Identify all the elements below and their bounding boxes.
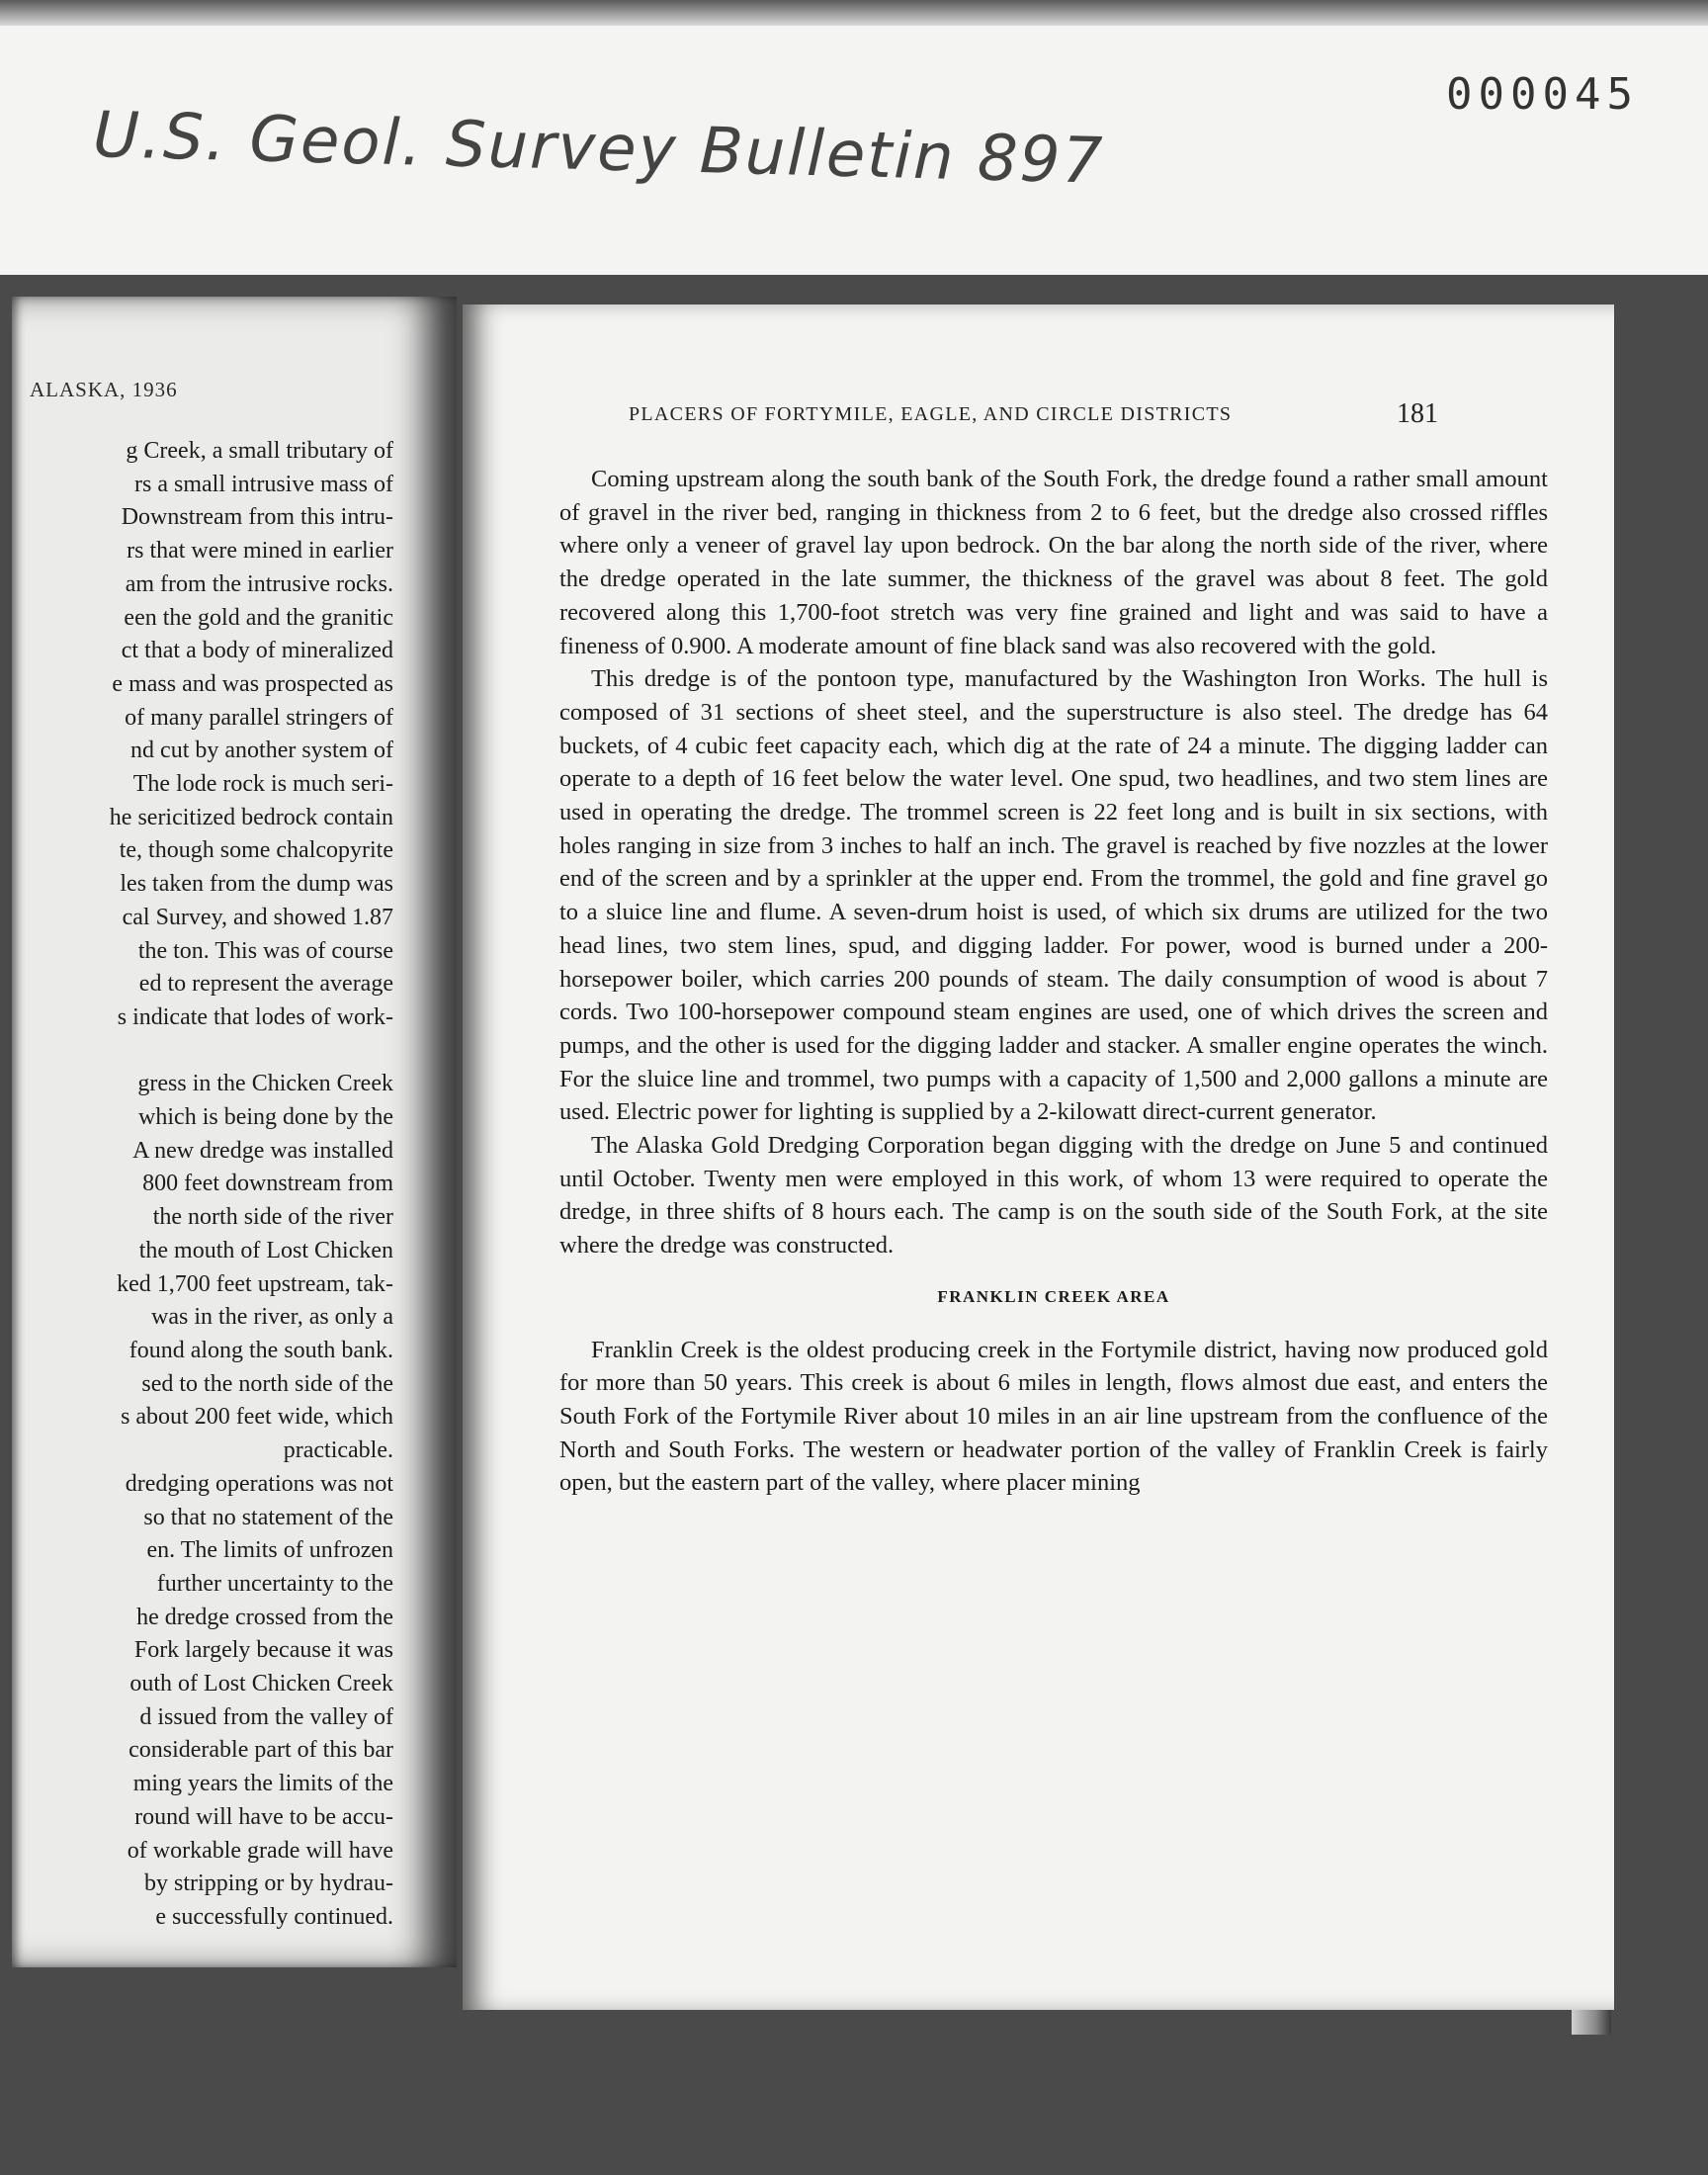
left-text-line: Downstream from this intru- — [121, 504, 393, 531]
left-text-column — [20, 435, 393, 1935]
left-text-line: Fork largely because it was — [133, 1637, 393, 1664]
left-text-line: e successfully continued. — [155, 1903, 393, 1930]
left-text-line: am from the intrusive rocks. — [125, 570, 393, 597]
left-page — [12, 297, 457, 1967]
left-text-line: of workable grade will have — [127, 1837, 393, 1864]
left-text-line: practicable. — [283, 1437, 393, 1464]
running-head: PLACERS OF FORTYMILE, EAGLE, AND CIRCLE DISTRICTS — [629, 403, 1233, 425]
scan-top-edge — [0, 0, 1708, 26]
paragraph-dredge-equipment: This dredge is of the pontoon type, manufactured by the Washington Iron Works. The hull is composed of 31 sections of sheet steel, and the superstructure is also steel. The dredge has 64 buckets, of 4 cubic feet capacity each, which dig at the rate of 24 a minute. The digging ladder can operate to a depth of 16 feet below the water level. One spud, two headlines, and two stem lines are used in operating the dredge. The trommel screen is 22 feet long and is built in six sections, with holes ranging in size from 3 inches to half an inch. The gravel is reached by five nozzles at the lower end of the screen and by a sprinkler at the upper end. From the trommel, the gold and fine gravel go to a sluice line and flume. A seven-drum hoist is used, of which six drums are utilized for the two head lines, two stem lines, spud, and digging ladder. For power, wood is burned under a 200-horsepower boiler, which carries 200 pounds of steam. The daily consumption of wood is about 7 cords. Two 100-horsepower compound steam engines are used, one of which drives the screen and pumps, and the other is used for the digging ladder and stacker. A smaller engine operates the winch. For the sluice line and trommel, two pumps with a capacity of 1,500 and 2,000 gallons a minute are used. Electric power for lighting is supplied by a 2-kilowatt direct-current generator. — [559, 665, 1548, 1126]
left-text-line: considerable part of this bar — [128, 1737, 393, 1764]
paragraph-franklin-creek: Franklin Creek is the oldest producing creek in the Fortymile district, having now produced gold for more than 50 years. This creek is about 6 miles in length, flows almost due east, and enters the South Fork of the Fortymile River about 10 miles in an air line upstream from the confluence of the North and South Forks. The western or headwater portion of the valley of Franklin Creek is fairly open, but the eastern part of the valley, where placer mining — [559, 1336, 1548, 1497]
left-text-line: A new dredge was installed — [132, 1137, 393, 1164]
left-text-line: so that no statement of the — [143, 1504, 393, 1530]
left-text-line: the ton. This was of course — [137, 937, 393, 964]
left-text-line: was in the river, as only a — [151, 1304, 393, 1331]
left-text-line: s indicate that lodes of work- — [117, 1003, 393, 1030]
left-text-line: nd cut by another system of — [130, 738, 393, 764]
left-text-line: he sericitized bedrock contain — [109, 804, 393, 830]
left-text-line: the north side of the river — [152, 1204, 393, 1231]
left-text-line: 800 feet downstream from — [142, 1171, 393, 1197]
left-text-line: g Creek, a small tributary of — [126, 438, 393, 464]
left-text-line: cal Survey, and showed 1.87 — [122, 904, 393, 930]
left-text-line: which is being done by the — [138, 1104, 393, 1131]
left-text-line: of many parallel stringers of — [125, 704, 393, 731]
left-text-line — [20, 1035, 393, 1069]
left-text-line: further uncertainty to the — [156, 1570, 393, 1597]
handwritten-title: U.S. Geol. Survey Bulletin 897 — [92, 99, 1106, 199]
left-text-line: s about 200 feet wide, which — [121, 1404, 393, 1431]
left-text-line: rs a small intrusive mass of — [134, 471, 393, 497]
paragraph-dredge-operations: The Alaska Gold Dredging Corporation began digging with the dredge on June 5 and continued until October. Twenty men were employed in this work, of whom 13 were required to operate the dredge, in three shifts of 8 hours each. The camp is on the south side of the South Fork, at the site where the dredge was constructed. — [559, 1132, 1548, 1260]
left-text-line: en. The limits of unfrozen — [146, 1537, 393, 1564]
left-text-line: e mass and was prospected as — [112, 670, 393, 697]
left-text-line: The lode rock is much seri- — [132, 771, 393, 798]
section-heading: FRANKLIN CREEK AREA — [937, 1286, 1170, 1306]
left-text-line: ked 1,700 feet upstream, tak- — [117, 1270, 393, 1297]
left-text-line: ed to represent the average — [138, 971, 393, 998]
left-text-line: outh of Lost Chicken Creek — [129, 1671, 393, 1697]
left-text-line: sed to the north side of the — [141, 1370, 393, 1397]
paragraph-dredge-route: Coming upstream along the south bank of the South Fork, the dredge found a rather small amount of gravel in the river bed, ranging in thickness from 2 to 6 feet, but the dredge also crossed riffles where only a veneer of gravel lay upon bedrock. On the bar along the north side of the river, where the dredge operated in the late summer, the thickness of the gravel was about 8 feet. The gold recovered along this 1,700-foot stretch was very fine grained and light and was said to have a fineness of 0.900. A moderate amount of fine black sand was also recovered with the gold. — [559, 466, 1548, 659]
page-number: 181 — [1397, 398, 1438, 429]
left-text-line: round will have to be accu- — [134, 1803, 393, 1830]
left-text-line: ming years the limits of the — [132, 1771, 393, 1797]
left-text-line: d issued from the valley of — [139, 1703, 393, 1730]
left-text-line: gress in the Chicken Creek — [137, 1071, 393, 1097]
body-text — [559, 463, 1548, 1500]
left-text-line: by stripping or by hydrau- — [144, 1870, 393, 1897]
left-running-head: ALASKA, 1936 — [30, 378, 178, 401]
left-text-line: ct that a body of mineralized — [121, 638, 393, 664]
left-text-line: rs that were mined in earlier — [127, 538, 393, 565]
stamp-number: 000045 — [1446, 69, 1639, 120]
left-text-line: the mouth of Lost Chicken — [138, 1237, 393, 1263]
left-text-line: les taken from the dump was — [120, 871, 393, 898]
left-text-line: he dredge crossed from the — [136, 1604, 393, 1630]
left-text-line: te, though some chalcopyrite — [119, 837, 393, 864]
left-text-line: dredging operations was not — [125, 1470, 393, 1497]
left-text-line: found along the south bank. — [128, 1337, 393, 1363]
left-text-line: een the gold and the granitic — [124, 604, 393, 631]
right-page — [463, 304, 1614, 2010]
